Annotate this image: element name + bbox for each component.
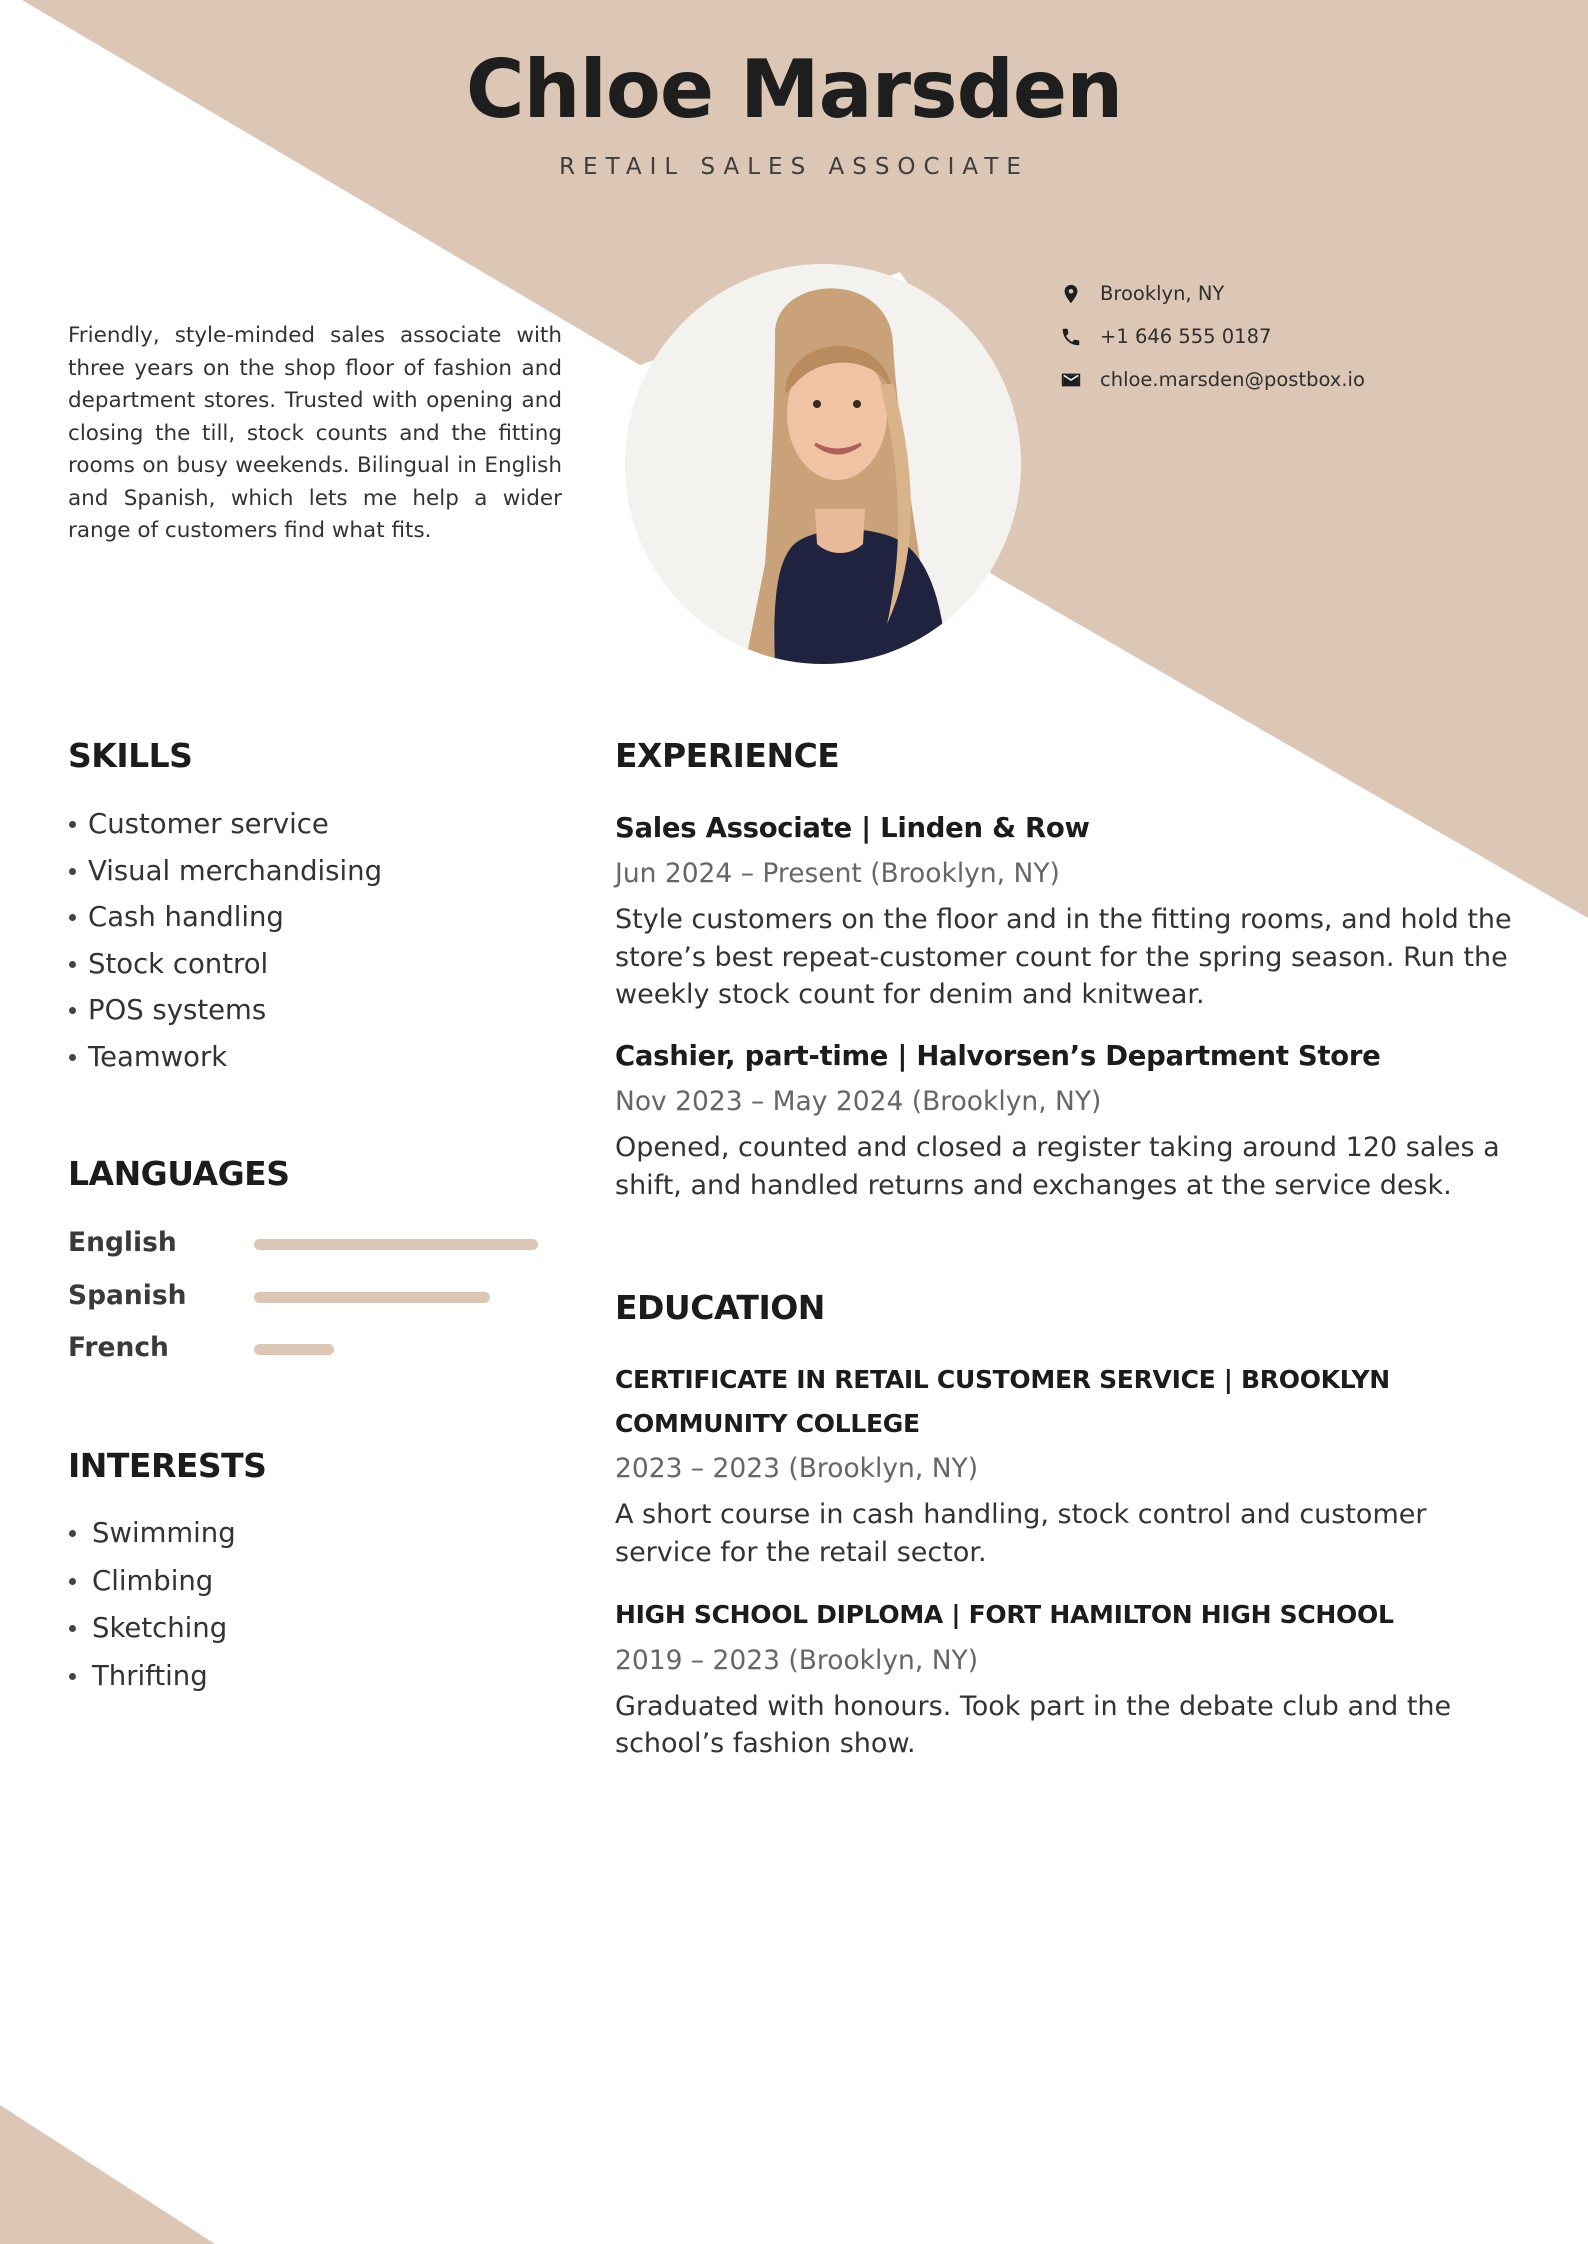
contact-email-text[interactable]: chloe.marsden@postbox.io — [1100, 368, 1365, 391]
skill-item: Customer service — [68, 801, 382, 848]
language-level-fill — [254, 1292, 490, 1303]
language-level-bar — [254, 1239, 538, 1250]
job-description: Opened, counted and closed a register taking around 120 sales a shift, and handled returns and exchanges at the service desk. — [615, 1132, 1500, 1201]
languages-heading: LANGUAGES — [68, 1154, 290, 1193]
contact-location — [1060, 272, 1365, 315]
experience-heading: EXPERIENCE — [615, 736, 840, 775]
interest-item: Thrifting — [68, 1653, 236, 1701]
skill-item: Teamwork — [68, 1034, 382, 1081]
education-meta: 2019 – 2023 (Brooklyn, NY) — [615, 1644, 979, 1676]
education-description: Graduated with honours. Took part in the debate club and the school’s fashion show. — [615, 1690, 1452, 1759]
education-entry — [615, 1358, 1515, 1571]
profile-summary: Friendly, style-minded sales associate with three years on the shop floor of fashion and department stores. Trusted with opening and closing the till, stock counts and the fitting rooms on busy weekends. Bilingual in English and Spanish, which lets me help a wider range of customers find what fits. — [68, 323, 562, 543]
contact-phone-text: +1 646 555 0187 — [1100, 325, 1272, 348]
language-level-bar — [254, 1344, 538, 1355]
candidate-role: RETAIL SALES ASSOCIATE — [559, 154, 1029, 180]
profile-photo — [625, 264, 1021, 664]
language-name: French — [68, 1332, 169, 1363]
email-icon — [1060, 369, 1082, 391]
interests-heading: INTERESTS — [68, 1446, 267, 1485]
skills-list — [68, 801, 382, 1080]
education-heading: EDUCATION — [615, 1288, 825, 1327]
job-meta: Nov 2023 – May 2024 (Brooklyn, NY) — [615, 1086, 1102, 1117]
language-row — [68, 1223, 548, 1263]
education-entry — [615, 1593, 1515, 1763]
experience-entry — [615, 806, 1515, 1014]
education-description: A short course in cash handling, stock control and customer service for the retail sector. — [615, 1499, 1427, 1568]
bottom-accent-shape — [0, 2105, 215, 2244]
language-level-fill — [254, 1239, 538, 1250]
education-title: HIGH SCHOOL DIPLOMA | FORT HAMILTON HIGH SCHOOL — [615, 1600, 1394, 1629]
skill-item: Stock control — [68, 941, 382, 988]
skill-item: POS systems — [68, 987, 382, 1034]
skill-item: Visual merchandising — [68, 848, 382, 895]
language-name: English — [68, 1227, 177, 1258]
contact-location-text: Brooklyn, NY — [1100, 282, 1225, 305]
language-level-fill — [254, 1344, 334, 1355]
contact-list — [1060, 272, 1365, 401]
job-title: Sales Associate | Linden & Row — [615, 812, 1090, 844]
education-title: CERTIFICATE IN RETAIL CUSTOMER SERVICE | BROOKLYN COMMUNITY COLLEGE — [615, 1365, 1390, 1438]
language-row — [68, 1276, 548, 1316]
language-level-bar — [254, 1292, 538, 1303]
phone-icon — [1060, 326, 1082, 348]
location-pin-icon — [1060, 283, 1082, 305]
contact-email[interactable] — [1060, 358, 1365, 401]
job-meta: Jun 2024 – Present (Brooklyn, NY) — [615, 858, 1060, 889]
candidate-name: Chloe Marsden — [465, 43, 1123, 136]
skill-item: Cash handling — [68, 894, 382, 941]
job-description: Style customers on the floor and in the fitting rooms, and hold the store’s best repeat-customer count for the spring season. Run the weekly stock count for denim and knitwear. — [615, 904, 1512, 1010]
interest-item: Swimming — [68, 1510, 236, 1558]
language-row — [68, 1328, 548, 1368]
job-title: Cashier, part-time | Halvorsen’s Department Store — [615, 1040, 1381, 1072]
interests-list — [68, 1510, 236, 1700]
education-meta: 2023 – 2023 (Brooklyn, NY) — [615, 1453, 979, 1484]
experience-entry — [615, 1034, 1515, 1204]
interest-item: Climbing — [68, 1558, 236, 1606]
language-name: Spanish — [68, 1280, 187, 1311]
skills-heading: SKILLS — [68, 736, 193, 775]
interest-item: Sketching — [68, 1605, 236, 1653]
contact-phone — [1060, 315, 1365, 358]
